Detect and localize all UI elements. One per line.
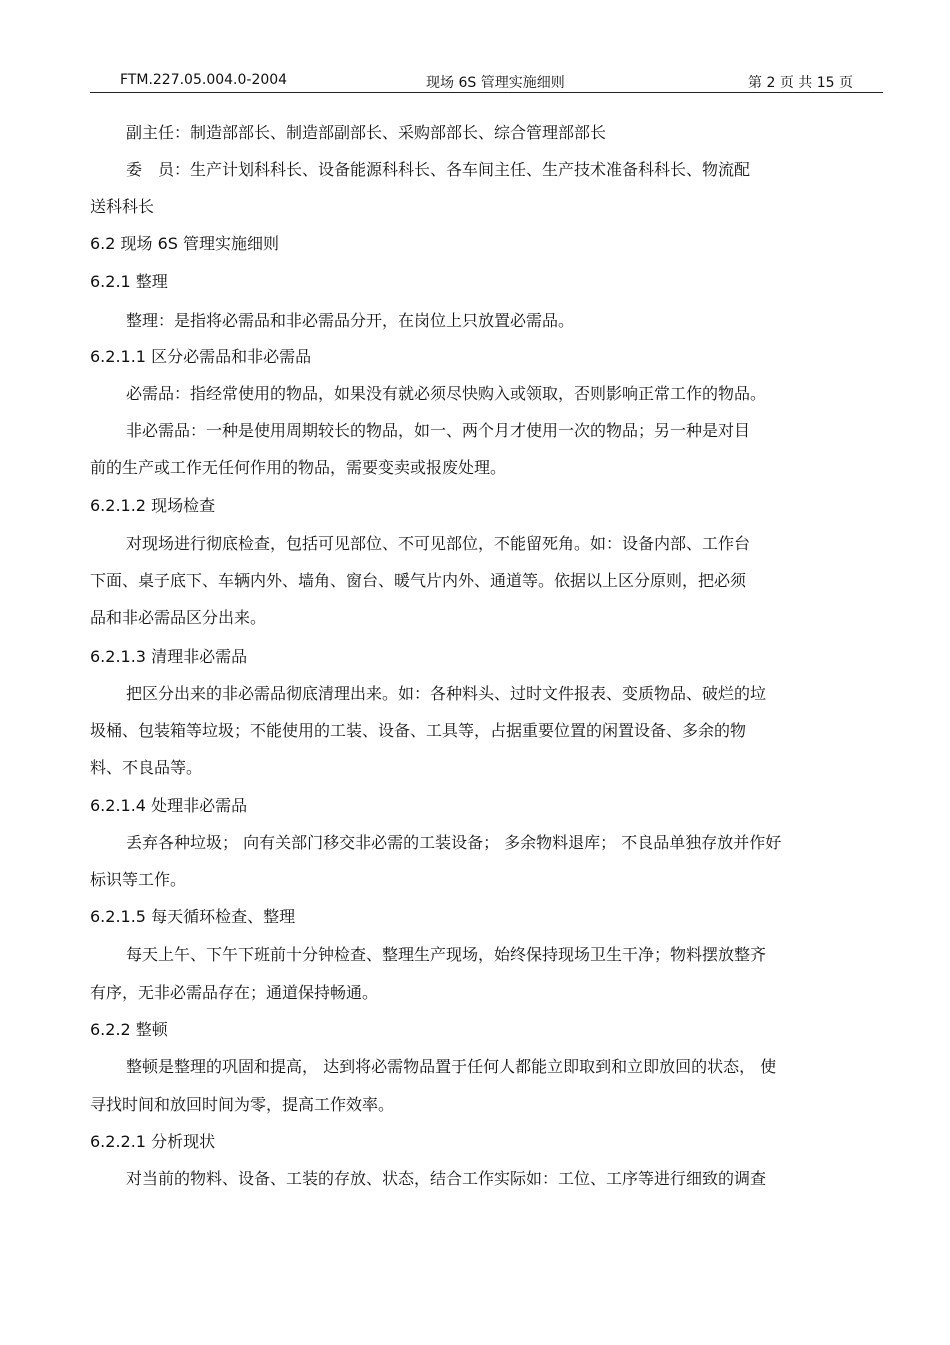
committee-members-line: 委 员：生产计划科科长、设备能源科科长、各车间主任、生产技术准备科科长、物流配 xyxy=(126,160,751,179)
section-heading: 6.2.1 整理 xyxy=(90,272,168,291)
paragraph-line: 整理：是指将必需品和非必需品分开，在岗位上只放置必需品。 xyxy=(126,311,575,330)
paragraph-line: 下面、桌子底下、车辆内外、墙角、窗台、暖气片内外、通道等。依据以上区分原则，把必须 xyxy=(90,571,747,590)
paragraph-line: 标识等工作。 xyxy=(90,870,187,889)
paragraph-line: 对当前的物料、设备、工装的存放、状态，结合工作实际如：工位、工序等进行细致的调查 xyxy=(126,1169,767,1188)
document-code: FTM.227.05.004.0-2004 xyxy=(120,72,288,88)
section-heading: 6.2.1.3 清理非必需品 xyxy=(90,647,248,666)
paragraph-line: 每天上午、下午下班前十分钟检查、整理生产现场，始终保持现场卫生干净；物料摆放整齐 xyxy=(126,945,767,964)
paragraph-line: 圾桶、包装箱等垃圾；不能使用的工装、设备、工具等，占据重要位置的闲置设备、多余的物 xyxy=(90,721,747,740)
section-heading: 6.2.1.1 区分必需品和非必需品 xyxy=(90,347,312,366)
paragraph-line: 对现场进行彻底检查，包括可见部位、不可见部位，不能留死角。如：设备内部、工作台 xyxy=(126,534,751,553)
document-title: 现场 6S 管理实施细则 xyxy=(426,75,565,91)
page-number: 第 2 页 共 15 页 xyxy=(748,75,853,91)
paragraph-line: 送科科长 xyxy=(90,197,155,216)
paragraph-line: 整顿是整理的巩固和提高， 达到将必需物品置于任何人都能立即取到和立即放回的状态， 使 xyxy=(126,1057,777,1076)
paragraph-line: 丢弃各种垃圾； 向有关部门移交非必需的工装设备； 多余物料退库； 不良品单独存放并作好 xyxy=(126,833,782,852)
section-heading: 6.2.2.1 分析现状 xyxy=(90,1132,216,1151)
section-heading: 6.2 现场 6S 管理实施细则 xyxy=(90,234,280,253)
section-heading: 6.2.1.4 处理非必需品 xyxy=(90,796,248,815)
paragraph-line: 前的生产或工作无任何作用的物品，需要变卖或报废处理。 xyxy=(90,458,507,477)
section-heading: 6.2.1.5 每天循环检查、整理 xyxy=(90,907,296,926)
paragraph-line: 品和非必需品区分出来。 xyxy=(90,608,267,627)
section-heading: 6.2.2 整顿 xyxy=(90,1020,168,1039)
paragraph-line: 料、不良品等。 xyxy=(90,758,203,777)
paragraph-line: 把区分出来的非必需品彻底清理出来。如：各种料头、过时文件报表、变质物品、破烂的垃 xyxy=(126,684,767,703)
page-header xyxy=(90,70,883,93)
paragraph-line: 非必需品：一种是使用周期较长的物品，如一、两个月才使用一次的物品；另一种是对目 xyxy=(126,421,751,440)
paragraph-line: 必需品：指经常使用的物品，如果没有就必须尽快购入或领取，否则影响正常工作的物品。 xyxy=(126,384,767,403)
committee-vice-chair-line: 副主任：制造部部长、制造部副部长、采购部部长、综合管理部部长 xyxy=(126,123,607,142)
paragraph-line: 寻找时间和放回时间为零，提高工作效率。 xyxy=(90,1095,395,1114)
section-heading: 6.2.1.2 现场检查 xyxy=(90,496,216,515)
paragraph-line: 有序，无非必需品存在；通道保持畅通。 xyxy=(90,983,379,1002)
